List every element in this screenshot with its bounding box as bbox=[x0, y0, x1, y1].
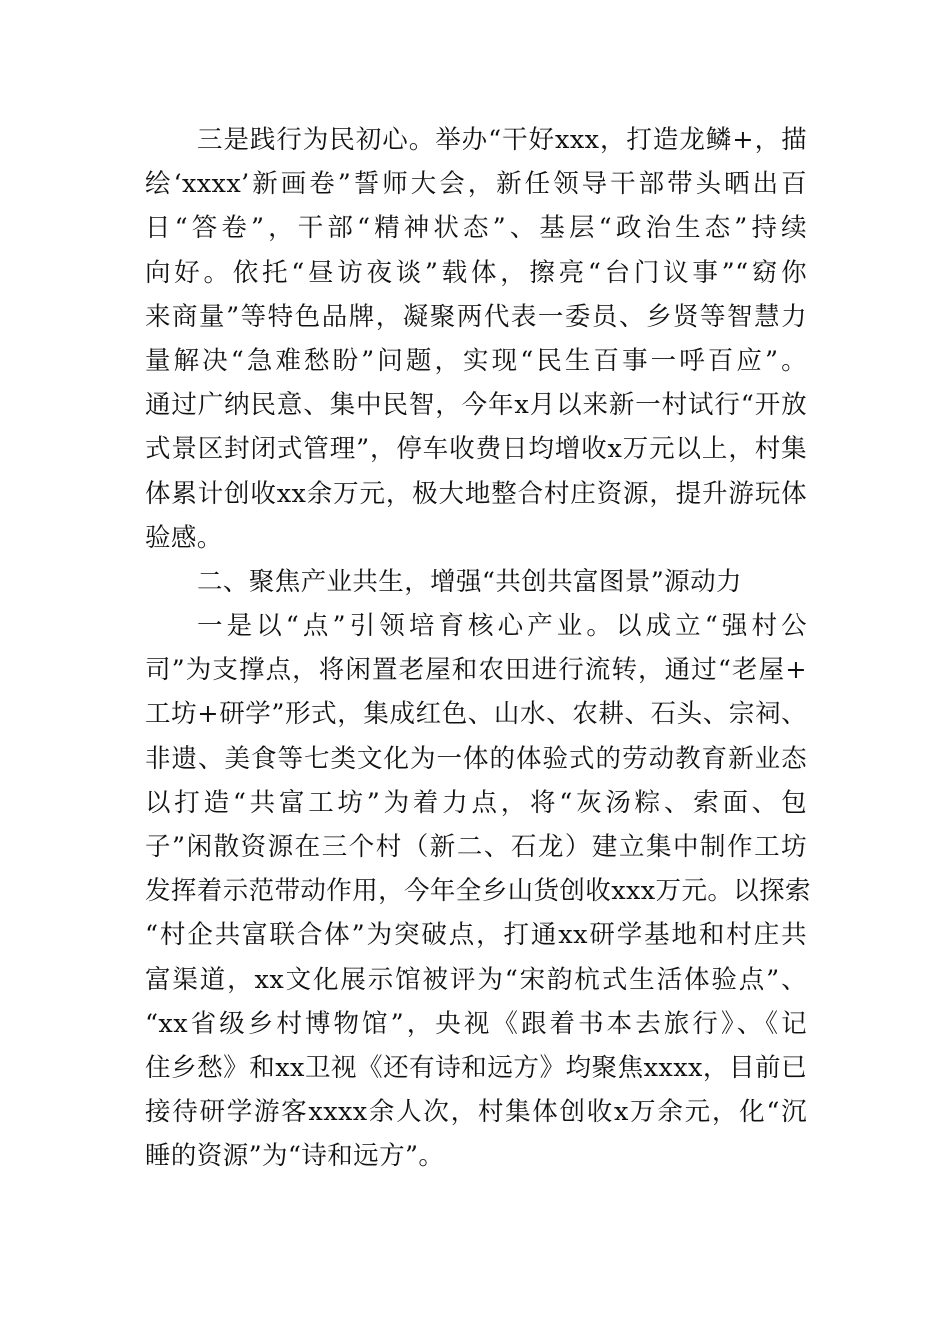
paragraph-1-line-9: 体累计创收xx余万元，极大地整合村庄资源，提升游玩体 bbox=[145, 478, 807, 509]
paragraph-2-line-3: 工坊+研学”形式，集成红色、山水、农耕、石头、宗祠、 bbox=[145, 699, 807, 730]
paragraph-1-line-1: 三是践行为民初心。举办“干好xxx，打造龙鳞+，描 bbox=[197, 125, 807, 155]
paragraph-2-line-2: 司”为支撑点，将闲置老屋和农田进行流转，通过“老屋+ bbox=[145, 655, 807, 686]
body-text bbox=[145, 118, 811, 1179]
paragraph-1-line-10: 验感。 bbox=[145, 522, 223, 553]
paragraph-1-line-2: 绘‘xxxx’新画卷”誓师大会，新任领导干部带头晒出百 bbox=[145, 169, 807, 200]
paragraph-2-line-5: 以打造“共富工坊”为着力点，将“灰汤粽、索面、包 bbox=[145, 787, 807, 818]
paragraph-1-line-7: 通过广纳民意、集中民智，今年x月以来新一村试行“开放 bbox=[145, 390, 807, 421]
paragraph-2-line-11: 住乡愁》和xx卫视《还有诗和远方》均聚焦xxxx，目前已 bbox=[145, 1052, 807, 1083]
paragraph-2-line-10: “xx省级乡村博物馆”，央视《跟着书本去旅行》、《记 bbox=[145, 1008, 807, 1039]
paragraph-2-line-12: 接待研学游客xxxx余人次，村集体创收x万余元，化“沉 bbox=[145, 1097, 807, 1128]
paragraph-1-line-8: 式景区封闭式管理”，停车收费日均增收x万元以上，村集 bbox=[145, 434, 807, 465]
paragraph-1-line-5: 来商量”等特色品牌，凝聚两代表一委员、乡贤等智慧力 bbox=[145, 301, 807, 332]
paragraph-2-line-13: 睡的资源”为“诗和远方”。 bbox=[145, 1141, 445, 1172]
section-heading: 二、聚焦产业共生，增强“共创共富图景”源动力 bbox=[197, 566, 742, 597]
paragraph-1-line-4: 向好。依托“昼访夜谈”载体，擦亮“台门议事”“窈你 bbox=[145, 257, 807, 288]
paragraph-2-line-6: 子”闲散资源在三个村（新二、石龙）建立集中制作工坊 bbox=[145, 832, 807, 862]
paragraph-2-line-7: 发挥着示范带动作用，今年全乡山货创收xxx万元。以探索 bbox=[145, 876, 811, 907]
paragraph-1-line-3: 日“答卷”，干部“精神状态”、基层“政治生态”持续 bbox=[145, 213, 807, 244]
paragraph-1-line-6: 量解决“急难愁盼”问题，实现“民生百事一呼百应”。 bbox=[145, 345, 807, 376]
paragraph-2-line-1: 一是以“点”引领培育核心产业。以成立“强村公 bbox=[197, 611, 807, 642]
paragraph-2-line-8: “村企共富联合体”为突破点，打通xx研学基地和村庄共 bbox=[145, 920, 807, 951]
paragraph-2-line-4: 非遗、美食等七类文化为一体的体验式的劳动教育新业态 bbox=[145, 743, 807, 774]
paragraph-2-line-9: 富渠道，xx文化展示馆被评为“宋韵杭式生活体验点”、 bbox=[145, 964, 807, 995]
